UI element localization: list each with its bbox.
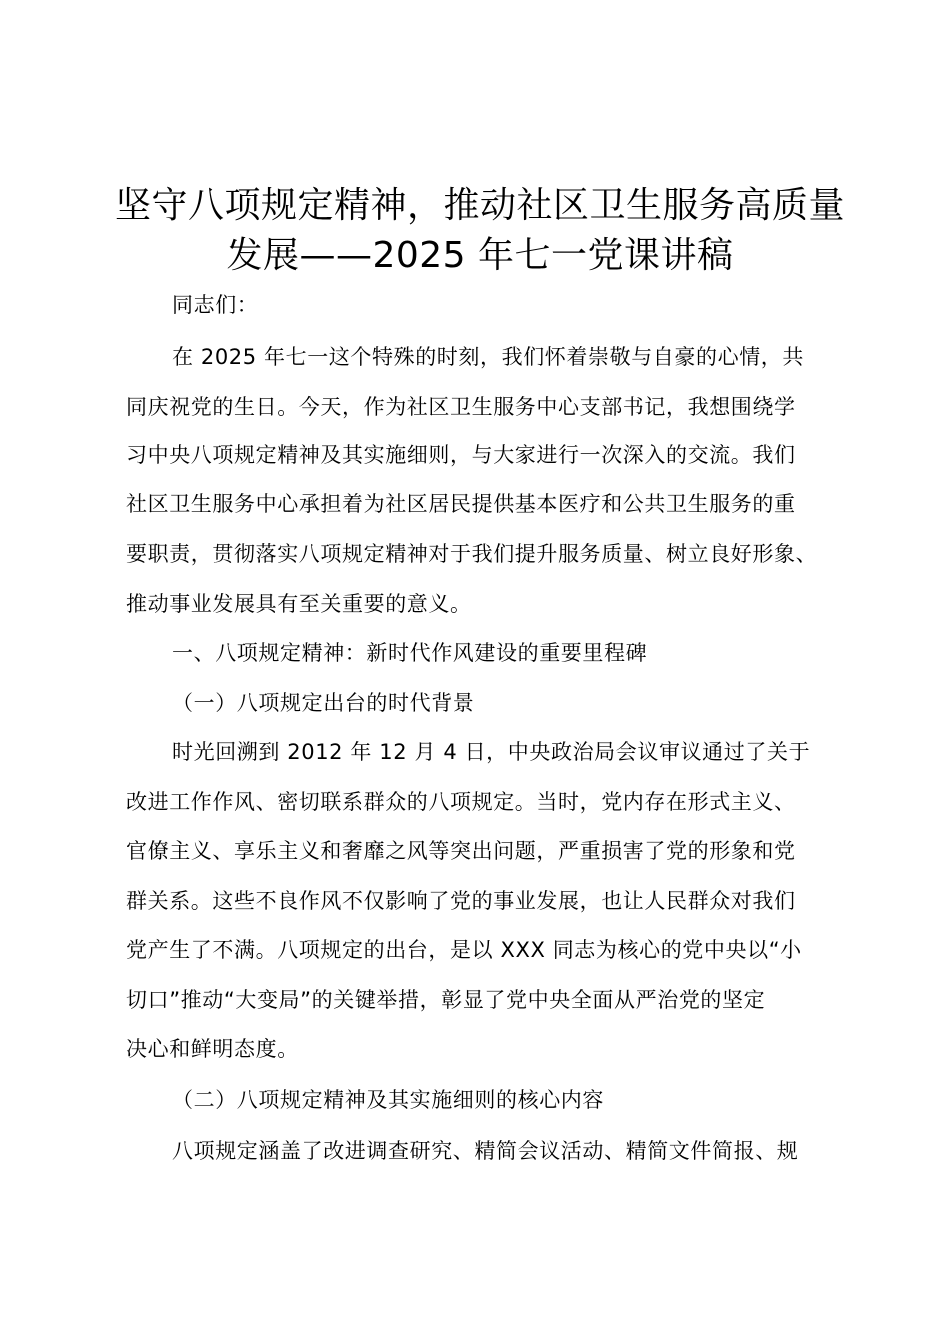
paragraph-2-line: 时光回溯到 2012 年 12 月 4 日，中央政治局会议审议通过了关于 xyxy=(172,740,811,764)
document-title-line-1: 坚守八项规定精神，推动社区卫生服务高质量 xyxy=(114,185,845,226)
paragraph-1-line: 推动事业发展具有至关重要的意义。 xyxy=(126,592,472,616)
paragraph-2-line: 决心和鲜明态度。 xyxy=(126,1037,299,1061)
paragraph-2-line: 改进工作作风、密切联系群众的八项规定。当时，党内存在形式主义、 xyxy=(126,790,796,814)
paragraph-2-line: 官僚主义、享乐主义和奢靡之风等突出问题，严重损害了党的形象和党 xyxy=(126,839,796,863)
paragraph-2-line: 群关系。这些不良作风不仅影响了党的事业发展，也让人民群众对我们 xyxy=(126,889,796,913)
paragraph-1-line: 在 2025 年七一这个特殊的时刻，我们怀着崇敬与自豪的心情，共 xyxy=(172,345,804,369)
salutation: 同志们： xyxy=(172,293,259,317)
paragraph-1-line: 要职责，贯彻落实八项规定精神对于我们提升服务质量、树立良好形象、 xyxy=(126,542,818,566)
section-heading: 一、八项规定精神：新时代作风建设的重要里程碑 xyxy=(172,641,648,665)
paragraph-1-line: 习中央八项规定精神及其实施细则，与大家进行一次深入的交流。我们 xyxy=(126,443,796,467)
subsection-heading: （二）八项规定精神及其实施细则的核心内容 xyxy=(172,1088,604,1112)
document-title-line-2: 发展——2025 年七一党课讲稿 xyxy=(226,235,734,276)
paragraph-2-line: 党产生了不满。八项规定的出台，是以 XXX 同志为核心的党中央以“小 xyxy=(126,938,802,962)
paragraph-1-line: 社区卫生服务中心承担着为社区居民提供基本医疗和公共卫生服务的重 xyxy=(126,492,796,516)
paragraph-3-line: 八项规定涵盖了改进调查研究、精简会议活动、精简文件简报、规 xyxy=(172,1139,799,1163)
subsection-heading: （一）八项规定出台的时代背景 xyxy=(172,691,475,715)
paragraph-2-line: 切口”推动“大变局”的关键举措，彰显了党中央全面从严治党的坚定 xyxy=(126,988,766,1012)
paragraph-1-line: 同庆祝党的生日。今天，作为社区卫生服务中心支部书记，我想围绕学 xyxy=(126,395,796,419)
